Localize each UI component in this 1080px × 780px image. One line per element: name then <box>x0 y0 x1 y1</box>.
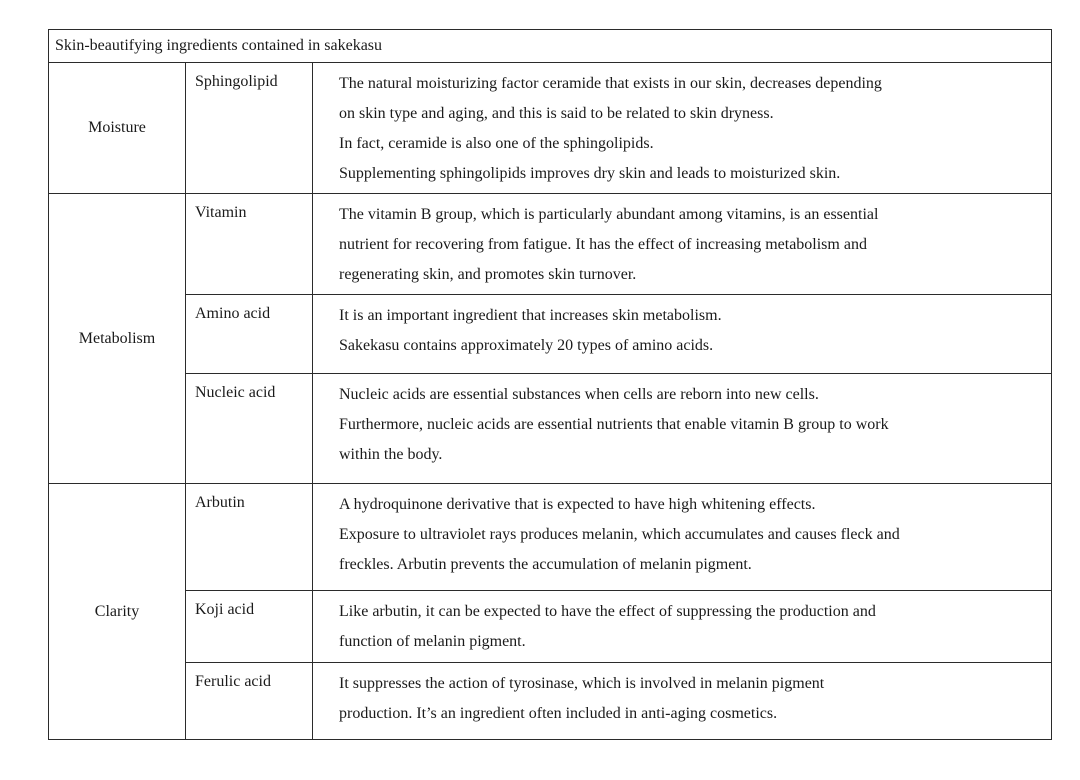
description-line: production. It’s an ingredient often included in anti-aging cosmetics. <box>339 705 778 722</box>
ingredient-name: Amino acid <box>186 295 313 374</box>
ingredient-name: Arbutin <box>186 484 313 591</box>
ingredient-description <box>313 63 1052 194</box>
ingredient-name: Vitamin <box>186 194 313 295</box>
table-title: Skin-beautifying ingredients contained in sakekasu <box>49 30 1052 63</box>
table-row <box>49 194 1052 295</box>
category-metabolism: Metabolism <box>49 194 186 484</box>
table-row <box>49 591 1052 663</box>
ingredient-description <box>313 374 1052 484</box>
description-line: freckles. Arbutin prevents the accumulation of melanin pigment. <box>339 556 752 573</box>
table-row <box>49 484 1052 591</box>
description-line: function of melanin pigment. <box>339 633 526 650</box>
description-line: The natural moisturizing factor ceramide that exists in our skin, decreases depending <box>339 75 882 92</box>
ingredient-description <box>313 663 1052 740</box>
description-line: Furthermore, nucleic acids are essential nutrients that enable vitamin B group to work <box>339 416 889 433</box>
ingredient-name: Ferulic acid <box>186 663 313 740</box>
table-row <box>49 63 1052 194</box>
description-line: The vitamin B group, which is particularly abundant among vitamins, is an essential <box>339 206 879 223</box>
description-line: within the body. <box>339 446 443 463</box>
table-row <box>49 663 1052 740</box>
description-line: Like arbutin, it can be expected to have the effect of suppressing the production and <box>339 603 876 620</box>
table-row <box>49 374 1052 484</box>
description-line: Sakekasu contains approximately 20 types of amino acids. <box>339 337 714 354</box>
ingredient-name: Nucleic acid <box>186 374 313 484</box>
ingredients-table <box>48 29 1052 740</box>
description-line: A hydroquinone derivative that is expected to have high whitening effects. <box>339 496 816 513</box>
description-line: nutrient for recovering from fatigue. It has the effect of increasing metabolism and <box>339 236 867 253</box>
table-title-row <box>49 30 1052 63</box>
category-clarity: Clarity <box>49 484 186 740</box>
description-line: regenerating skin, and promotes skin turnover. <box>339 266 637 283</box>
description-line: Exposure to ultraviolet rays produces melanin, which accumulates and causes fleck and <box>339 526 900 543</box>
description-line: Nucleic acids are essential substances when cells are reborn into new cells. <box>339 386 819 403</box>
ingredient-description <box>313 484 1052 591</box>
table-row <box>49 295 1052 374</box>
description-line: on skin type and aging, and this is said to be related to skin dryness. <box>339 105 774 122</box>
description-line: Supplementing sphingolipids improves dry skin and leads to moisturized skin. <box>339 165 841 182</box>
description-line: It is an important ingredient that increases skin metabolism. <box>339 307 722 324</box>
ingredient-name: Koji acid <box>186 591 313 663</box>
ingredient-description <box>313 194 1052 295</box>
ingredient-description <box>313 295 1052 374</box>
category-moisture: Moisture <box>49 63 186 194</box>
description-line: It suppresses the action of tyrosinase, which is involved in melanin pigment <box>339 675 825 692</box>
ingredient-name: Sphingolipid <box>186 63 313 194</box>
ingredient-description <box>313 591 1052 663</box>
description-line: In fact, ceramide is also one of the sphingolipids. <box>339 135 654 152</box>
